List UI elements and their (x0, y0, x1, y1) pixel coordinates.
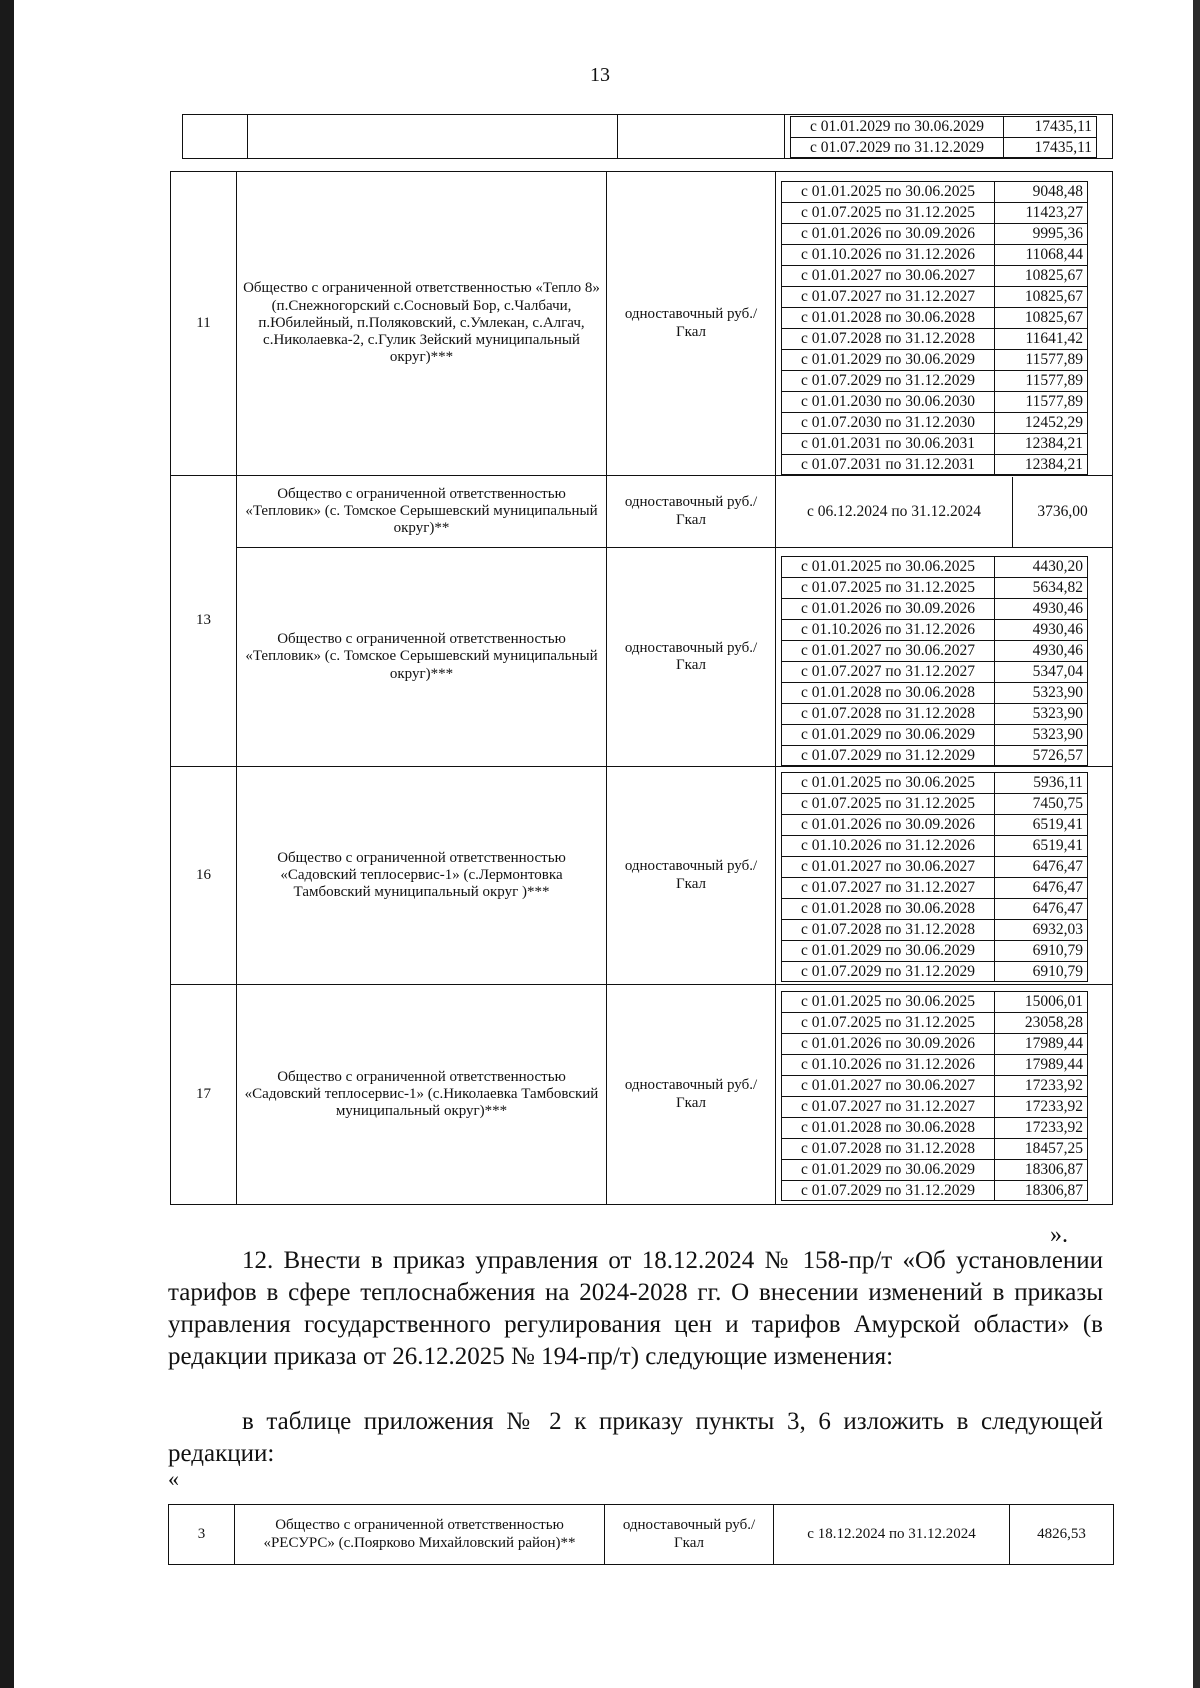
org-name: Общество с ограниченной ответственностью «Садовский теплосервис-1» (с.Николаевка Тамбовский муниципальный округ)*** (237, 985, 607, 1205)
tariff-value: 5936,11 (995, 772, 1088, 793)
row-number: 11 (171, 172, 237, 476)
period-row (780, 835, 1108, 856)
period-text: с 01.07.2028 по 31.12.2028 (781, 703, 995, 724)
period-text: с 01.07.2029 по 31.12.2029 (781, 370, 995, 391)
period-row (780, 724, 1108, 745)
tariff-value: 6476,47 (995, 898, 1088, 919)
tariff-value: 15006,01 (995, 991, 1088, 1012)
period-row (780, 1033, 1108, 1054)
period-list (780, 548, 1108, 766)
row-number: 16 (171, 767, 237, 985)
period-text: с 06.12.2024 по 31.12.2024 (776, 477, 1013, 547)
period-row (780, 991, 1108, 1012)
tariff-value: 11577,89 (995, 391, 1088, 412)
period-text: с 01.01.2027 по 30.06.2027 (781, 1075, 995, 1096)
org-name: Общество с ограниченной ответственностью «Тепловик» (с. Томское Серышевский муниципальный округ)** (237, 476, 607, 548)
tariff-value: 4930,46 (995, 640, 1088, 661)
period-text: с 01.01.2029 по 30.06.2029 (781, 724, 995, 745)
period-text: с 01.01.2028 по 30.06.2028 (781, 682, 995, 703)
period-text: с 01.01.2030 по 30.06.2030 (781, 391, 995, 412)
tariff-value: 4930,46 (995, 619, 1088, 640)
tariff-type: одноставочный руб./Гкал (607, 985, 776, 1205)
tariff-value: 18457,25 (995, 1138, 1088, 1159)
tariff-value: 11068,44 (995, 244, 1088, 265)
org-name: Общество с ограниченной ответственностью «Садовский теплосервис-1» (с.Лермонтовка Тамбовский муниципальный округ )*** (237, 767, 607, 985)
period-row (780, 745, 1108, 766)
period-text: с 01.01.2029 по 30.06.2029 (781, 940, 995, 961)
tariff-value: 6476,47 (995, 877, 1088, 898)
row-number: 13 (171, 476, 237, 767)
period-text: с 01.07.2025 по 31.12.2025 (781, 1012, 995, 1033)
period-text: с 18.12.2024 по 31.12.2024 (774, 1505, 1010, 1565)
period-text: с 01.07.2027 по 31.12.2027 (781, 1096, 995, 1117)
scan-edge-right (1193, 0, 1200, 1688)
period-text: с 01.01.2028 по 30.06.2028 (781, 1117, 995, 1138)
tariff-value: 6932,03 (995, 919, 1088, 940)
period-group (776, 548, 1113, 767)
period-group (776, 172, 1113, 476)
period-row (780, 619, 1108, 640)
tariff-table (170, 171, 1113, 1205)
period-row (780, 940, 1108, 961)
period-text: с 01.01.2027 по 30.06.2027 (781, 265, 995, 286)
tail-org-cell (248, 115, 618, 159)
table-row-13b (171, 548, 1113, 767)
period-text: с 01.10.2026 по 31.12.2026 (781, 619, 995, 640)
period-text: с 01.01.2025 по 30.06.2025 (781, 772, 995, 793)
period-row (780, 577, 1108, 598)
period-row (789, 137, 1108, 158)
tariff-value: 12384,21 (995, 433, 1088, 454)
period-text: с 01.07.2028 по 31.12.2028 (781, 1138, 995, 1159)
period-text: с 01.10.2026 по 31.12.2026 (781, 1054, 995, 1075)
tariff-value: 6910,79 (995, 961, 1088, 982)
row-number: 3 (169, 1505, 235, 1565)
table-row-17 (171, 985, 1113, 1205)
tariff-value: 17989,44 (995, 1054, 1088, 1075)
tariff-value: 17233,92 (995, 1096, 1088, 1117)
tariff-value: 9995,36 (995, 223, 1088, 244)
period-text: с 01.01.2031 по 30.06.2031 (781, 433, 995, 454)
period-text: с 01.01.2025 по 30.06.2025 (781, 181, 995, 202)
period-text: с 01.01.2026 по 30.09.2026 (781, 598, 995, 619)
period-row (780, 202, 1108, 223)
period-group (776, 985, 1113, 1205)
tariff-value: 10825,67 (995, 265, 1088, 286)
org-name: Общество с ограниченной ответственностью «Тепловик» (с. Томское Серышевский муниципальный округ)*** (237, 548, 607, 767)
tariff-type: одноставочный руб./Гкал (605, 1505, 774, 1565)
tariff-value: 11577,89 (995, 370, 1088, 391)
period-text: с 01.07.2029 по 31.12.2029 (781, 745, 995, 766)
closing-quote: ». (1050, 1222, 1068, 1248)
period-row (780, 265, 1108, 286)
tariff-value: 18306,87 (995, 1180, 1088, 1201)
paragraph-amendment: 12. Внести в приказ управления от 18.12.2024 № 158-пр/т «Об установлении тарифов в сфере теплоснабжения на 2024-2028 гг. О внесении изменений в приказы управления государственного регулирования цен и тарифов Амурской области» (в редакции приказа от 26.12.2025 № 194-пр/т) следующие изменения: (168, 1247, 1103, 1370)
period-row (780, 919, 1108, 940)
tariff-value: 5323,90 (995, 682, 1088, 703)
period-row (780, 793, 1108, 814)
period-text: с 01.07.2025 по 31.12.2025 (781, 793, 995, 814)
table-row-16 (171, 767, 1113, 985)
period-row (780, 454, 1108, 475)
tariff-value: 10825,67 (995, 286, 1088, 307)
period-row (780, 1012, 1108, 1033)
tariff-value: 17435,11 (1004, 116, 1097, 137)
period-list (789, 116, 1108, 158)
scan-edge-left (0, 0, 14, 1688)
tail-table (182, 114, 1113, 159)
period-text: с 01.07.2027 по 31.12.2027 (781, 661, 995, 682)
period-row (780, 961, 1108, 982)
period-row (780, 1159, 1108, 1180)
period-list (780, 770, 1108, 982)
period-text: с 01.07.2028 по 31.12.2028 (781, 328, 995, 349)
period-text: с 01.07.2027 по 31.12.2027 (781, 286, 995, 307)
table-row-11 (171, 172, 1113, 476)
period-row (780, 433, 1108, 454)
period-row (780, 412, 1108, 433)
period-text: с 01.01.2029 по 30.06.2029 (781, 1159, 995, 1180)
period-row (780, 598, 1108, 619)
period-row (780, 898, 1108, 919)
period-text: с 01.01.2025 по 30.06.2025 (781, 991, 995, 1012)
period-row (780, 772, 1108, 793)
tariff-value: 12384,21 (995, 454, 1088, 475)
tariff-value: 10825,67 (995, 307, 1088, 328)
period-text: с 01.07.2030 по 31.12.2030 (781, 412, 995, 433)
period-row (780, 640, 1108, 661)
period-row (780, 181, 1108, 202)
org-name: Общество с ограниченной ответственностью «Тепло 8» (п.Снежногорский с.Сосновый Бор, с.Чалбачи, п.Юбилейный, п.Поляковский, с.Умлекан, с.Алгач, с.Николаевка-2, с.Гулик Зейский муниципальный округ)*** (237, 172, 607, 476)
tariff-value: 9048,48 (995, 181, 1088, 202)
period-group (776, 767, 1113, 985)
tariff-type: одноставочный руб./Гкал (607, 548, 776, 767)
table-row-3 (169, 1505, 1114, 1565)
period-text: с 01.07.2027 по 31.12.2027 (781, 877, 995, 898)
period-row (780, 877, 1108, 898)
tariff-type: одноставочный руб./Гкал (607, 767, 776, 985)
period-row (780, 1096, 1108, 1117)
tariff-value: 5726,57 (995, 745, 1088, 766)
period-row (780, 1117, 1108, 1138)
tariff-value: 12452,29 (995, 412, 1088, 433)
period-list (780, 173, 1108, 475)
period-text: с 01.07.2029 по 31.12.2029 (790, 137, 1004, 158)
tariff-value: 18306,87 (995, 1159, 1088, 1180)
period-row (780, 1180, 1108, 1201)
tariff-type: одноставочный руб./Гкал (607, 476, 776, 548)
tariff-value: 5323,90 (995, 724, 1088, 745)
period-single (776, 476, 1113, 548)
period-text: с 01.10.2026 по 31.12.2026 (781, 835, 995, 856)
period-row (780, 391, 1108, 412)
tariff-value: 23058,28 (995, 1012, 1088, 1033)
org-name: Общество с ограниченной ответственностью «РЕСУРС» (с.Поярково Михайловский район)** (235, 1505, 605, 1565)
tariff-value: 6519,41 (995, 814, 1088, 835)
tariff-value: 6519,41 (995, 835, 1088, 856)
period-row (780, 856, 1108, 877)
period-row (780, 661, 1108, 682)
tariff-value: 7450,75 (995, 793, 1088, 814)
row-number: 17 (171, 985, 237, 1205)
period-row (780, 244, 1108, 265)
period-text: с 01.01.2025 по 30.06.2025 (781, 556, 995, 577)
tariff-value: 3736,00 (1037, 502, 1088, 520)
period-text: с 01.07.2031 по 31.12.2031 (781, 454, 995, 475)
tariff-value: 11577,89 (995, 349, 1088, 370)
tariff-value: 6910,79 (995, 940, 1088, 961)
period-row (780, 703, 1108, 724)
period-text: с 01.01.2027 по 30.06.2027 (781, 856, 995, 877)
bottom-table (168, 1504, 1114, 1565)
tariff-value: 6476,47 (995, 856, 1088, 877)
period-row (780, 682, 1108, 703)
period-text: с 01.01.2029 по 30.06.2029 (790, 116, 1004, 137)
tariff-value: 17233,92 (995, 1075, 1088, 1096)
tariff-type: одноставочный руб./Гкал (607, 172, 776, 476)
period-row (780, 1054, 1108, 1075)
tariff-value: 17989,44 (995, 1033, 1088, 1054)
period-row (780, 328, 1108, 349)
period-text: с 01.01.2026 по 30.09.2026 (781, 814, 995, 835)
period-text: с 01.01.2029 по 30.06.2029 (781, 349, 995, 370)
period-text: с 01.01.2027 по 30.06.2027 (781, 640, 995, 661)
period-list (780, 989, 1108, 1201)
period-text: с 01.01.2026 по 30.09.2026 (781, 223, 995, 244)
period-row (780, 223, 1108, 244)
period-text: с 01.07.2029 по 31.12.2029 (781, 961, 995, 982)
tail-type-cell (618, 115, 785, 159)
period-row (780, 286, 1108, 307)
tariff-value: 5347,04 (995, 661, 1088, 682)
tariff-value: 5323,90 (995, 703, 1088, 724)
table-row (183, 115, 1113, 159)
period-row (780, 1138, 1108, 1159)
tariff-value: 4930,46 (995, 598, 1088, 619)
tariff-value: 4826,53 (1010, 1505, 1114, 1565)
opening-quote: « (168, 1466, 179, 1491)
tariff-value: 11641,42 (995, 328, 1088, 349)
period-text: с 01.07.2025 по 31.12.2025 (781, 202, 995, 223)
table-row-13a (171, 476, 1113, 548)
period-row (789, 116, 1108, 137)
tariff-value: 11423,27 (995, 202, 1088, 223)
period-text: с 01.01.2026 по 30.09.2026 (781, 1033, 995, 1054)
paragraph-table-change: в таблице приложения № 2 к приказу пункты 3, 6 изложить в следующей редакции: (168, 1408, 1103, 1467)
period-text: с 01.01.2028 по 30.06.2028 (781, 307, 995, 328)
tail-num-cell (183, 115, 248, 159)
tariff-value: 4430,20 (995, 556, 1088, 577)
period-text: с 01.10.2026 по 31.12.2026 (781, 244, 995, 265)
period-row (780, 556, 1108, 577)
page-number: 13 (590, 64, 610, 86)
period-row (780, 307, 1108, 328)
tail-period-group (785, 115, 1113, 159)
period-row (780, 349, 1108, 370)
period-row (780, 370, 1108, 391)
tariff-value: 5634,82 (995, 577, 1088, 598)
period-row (780, 814, 1108, 835)
tariff-value: 17435,11 (1004, 137, 1097, 158)
period-row (780, 1075, 1108, 1096)
period-text: с 01.07.2029 по 31.12.2029 (781, 1180, 995, 1201)
period-text: с 01.07.2025 по 31.12.2025 (781, 577, 995, 598)
period-text: с 01.01.2028 по 30.06.2028 (781, 898, 995, 919)
period-text: с 01.07.2028 по 31.12.2028 (781, 919, 995, 940)
tariff-value: 17233,92 (995, 1117, 1088, 1138)
